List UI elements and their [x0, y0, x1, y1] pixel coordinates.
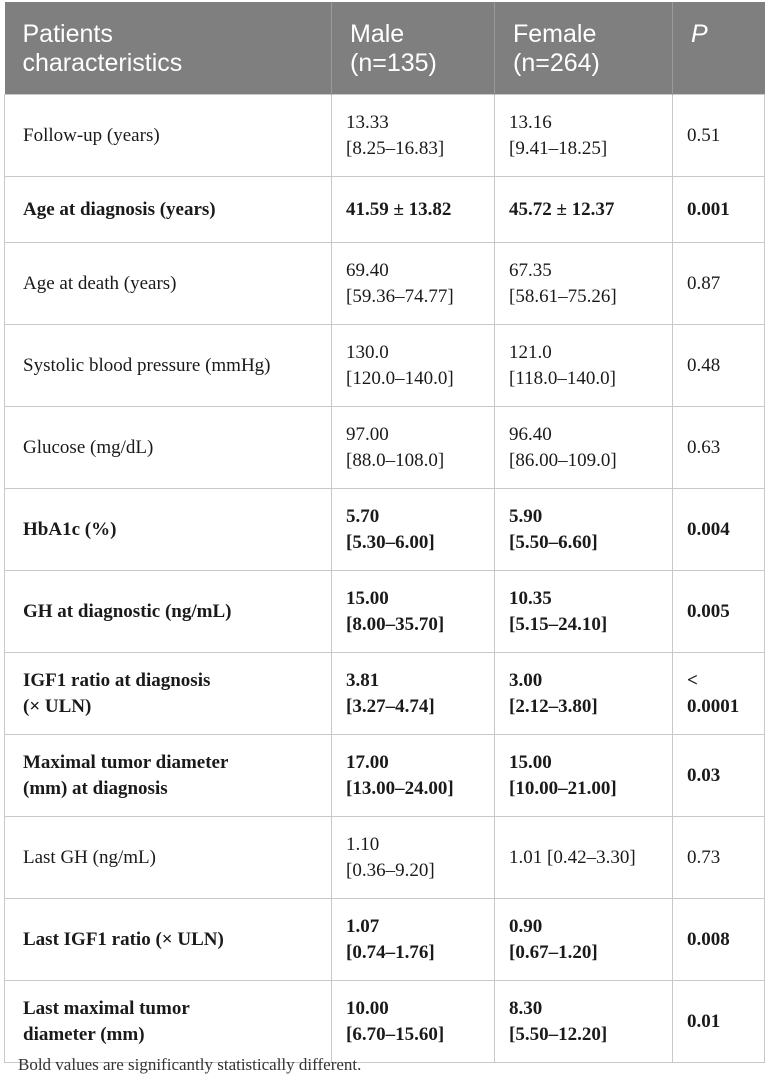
p-value: 0.63 [673, 407, 765, 489]
table-footnote: Bold values are significantly statistically different. [18, 1055, 362, 1074]
female-value: 10.35 [5.15–24.10] [495, 571, 673, 653]
female-value: 5.90 [5.50–6.60] [495, 489, 673, 571]
header-p-value: P [673, 2, 765, 95]
female-value: 13.16 [9.41–18.25] [495, 95, 673, 177]
table-row [5, 243, 765, 325]
female-value: 15.00 [10.00–21.00] [495, 735, 673, 817]
table-row [5, 407, 765, 489]
p-value: 0.004 [673, 489, 765, 571]
male-value: 15.00 [8.00–35.70] [332, 571, 495, 653]
table-body [5, 95, 765, 1063]
row-label: Glucose (mg/dL) [5, 407, 332, 489]
p-value: 0.001 [673, 177, 765, 243]
table-row [5, 177, 765, 243]
male-value: 13.33 [8.25–16.83] [332, 95, 495, 177]
header-patients-characteristics: Patients characteristics [5, 2, 332, 95]
p-value: 0.005 [673, 571, 765, 653]
p-value: 0.01 [673, 981, 765, 1063]
table-row [5, 735, 765, 817]
male-value: 17.00 [13.00–24.00] [332, 735, 495, 817]
table-row [5, 817, 765, 899]
table-row [5, 489, 765, 571]
table-row [5, 653, 765, 735]
row-label: Maximal tumor diameter (mm) at diagnosis [5, 735, 332, 817]
table-row [5, 981, 765, 1063]
male-value: 97.00 [88.0–108.0] [332, 407, 495, 489]
male-value: 69.40 [59.36–74.77] [332, 243, 495, 325]
patient-characteristics-table [4, 2, 765, 1063]
p-value: 0.87 [673, 243, 765, 325]
female-value: 0.90 [0.67–1.20] [495, 899, 673, 981]
male-value: 41.59 ± 13.82 [332, 177, 495, 243]
row-label: Systolic blood pressure (mmHg) [5, 325, 332, 407]
table-row [5, 325, 765, 407]
row-label: Last maximal tumor diameter (mm) [5, 981, 332, 1063]
female-value: 3.00 [2.12–3.80] [495, 653, 673, 735]
p-value: 0.48 [673, 325, 765, 407]
table-row [5, 95, 765, 177]
p-value: 0.73 [673, 817, 765, 899]
male-value: 3.81 [3.27–4.74] [332, 653, 495, 735]
male-value: 1.07 [0.74–1.76] [332, 899, 495, 981]
male-value: 1.10 [0.36–9.20] [332, 817, 495, 899]
header-row [5, 2, 765, 95]
table-header [5, 2, 765, 95]
row-label: Last IGF1 ratio (× ULN) [5, 899, 332, 981]
row-label: Age at diagnosis (years) [5, 177, 332, 243]
female-value: 45.72 ± 12.37 [495, 177, 673, 243]
p-value: 0.008 [673, 899, 765, 981]
female-value: 67.35 [58.61–75.26] [495, 243, 673, 325]
row-label: HbA1c (%) [5, 489, 332, 571]
header-female: Female (n=264) [495, 2, 673, 95]
male-value: 5.70 [5.30–6.00] [332, 489, 495, 571]
female-value: 1.01 [0.42–3.30] [495, 817, 673, 899]
male-value: 10.00 [6.70–15.60] [332, 981, 495, 1063]
row-label: Follow-up (years) [5, 95, 332, 177]
header-male: Male (n=135) [332, 2, 495, 95]
row-label: Age at death (years) [5, 243, 332, 325]
row-label: Last GH (ng/mL) [5, 817, 332, 899]
table-row [5, 571, 765, 653]
p-value: < 0.0001 [673, 653, 765, 735]
characteristics-table-container [4, 2, 764, 1063]
female-value: 121.0 [118.0–140.0] [495, 325, 673, 407]
p-value: 0.51 [673, 95, 765, 177]
p-value: 0.03 [673, 735, 765, 817]
table-row [5, 899, 765, 981]
female-value: 8.30 [5.50–12.20] [495, 981, 673, 1063]
female-value: 96.40 [86.00–109.0] [495, 407, 673, 489]
row-label: IGF1 ratio at diagnosis (× ULN) [5, 653, 332, 735]
male-value: 130.0 [120.0–140.0] [332, 325, 495, 407]
row-label: GH at diagnostic (ng/mL) [5, 571, 332, 653]
